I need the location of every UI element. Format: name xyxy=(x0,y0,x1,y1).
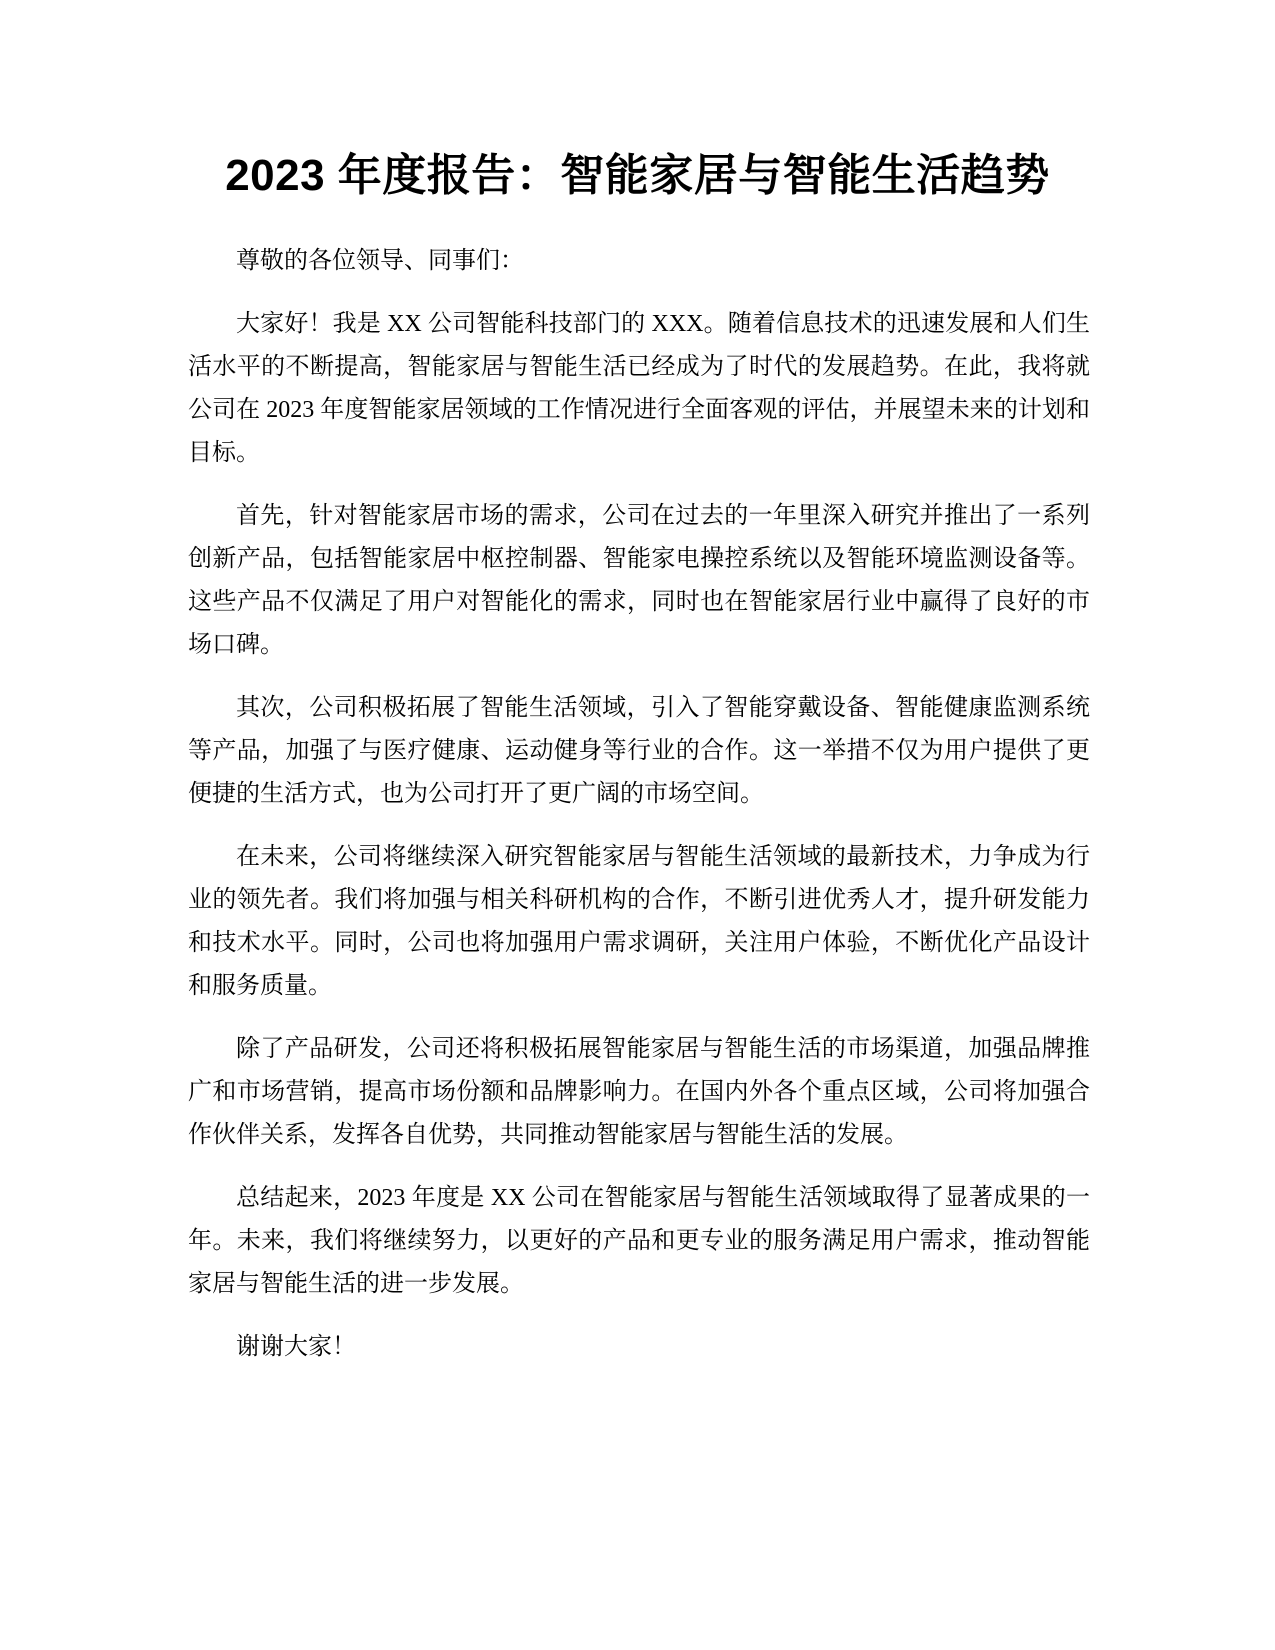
paragraph-market: 除了产品研发，公司还将积极拓展智能家居与智能生活的市场渠道，加强品牌推广和市场营销，提高市场份额和品牌影响力。在国内外各个重点区域，公司将加强合作伙伴关系，发挥各自优势，共同推动智能家居与智能生活的发展。 xyxy=(188,1036,1090,1148)
paragraph-intro: 大家好！我是 XX 公司智能科技部门的 XXX。随着信息技术的迅速发展和人们生活水平的不断提高，智能家居与智能生活已经成为了时代的发展趋势。在此，我将就公司在 2023 年度智能家居领域的工作情况进行全面客观的评估，并展望未来的计划和目标。 xyxy=(188,311,1090,466)
paragraph-summary: 总结起来，2023 年度是 XX 公司在智能家居与智能生活领域取得了显著成果的一年。未来，我们将继续努力，以更好的产品和更专业的服务满足用户需求，推动智能家居与智能生活的进一步发展。 xyxy=(188,1185,1090,1297)
document-body xyxy=(188,240,1090,1389)
paragraph-smart-life: 其次，公司积极拓展了智能生活领域，引入了智能穿戴设备、智能健康监测系统等产品，加强了与医疗健康、运动健身等行业的合作。这一举措不仅为用户提供了更便捷的生活方式，也为公司打开了更广阔的市场空间。 xyxy=(188,695,1090,807)
paragraph-future: 在未来，公司将继续深入研究智能家居与智能生活领域的最新技术，力争成为行业的领先者。我们将加强与相关科研机构的合作，不断引进优秀人才，提升研发能力和技术水平。同时，公司也将加强用户需求调研，关注用户体验，不断优化产品设计和服务质量。 xyxy=(188,844,1090,999)
document-title: 2023 年度报告：智能家居与智能生活趋势 xyxy=(225,151,1050,200)
paragraph-products: 首先，针对智能家居市场的需求，公司在过去的一年里深入研究并推出了一系列创新产品，包括智能家居中枢控制器、智能家电操控系统以及智能环境监测设备等。这些产品不仅满足了用户对智能化的需求，同时也在智能家居行业中赢得了良好的市场口碑。 xyxy=(188,503,1090,658)
closing: 谢谢大家！ xyxy=(236,1334,356,1360)
salutation: 尊敬的各位领导、同事们： xyxy=(236,248,524,274)
